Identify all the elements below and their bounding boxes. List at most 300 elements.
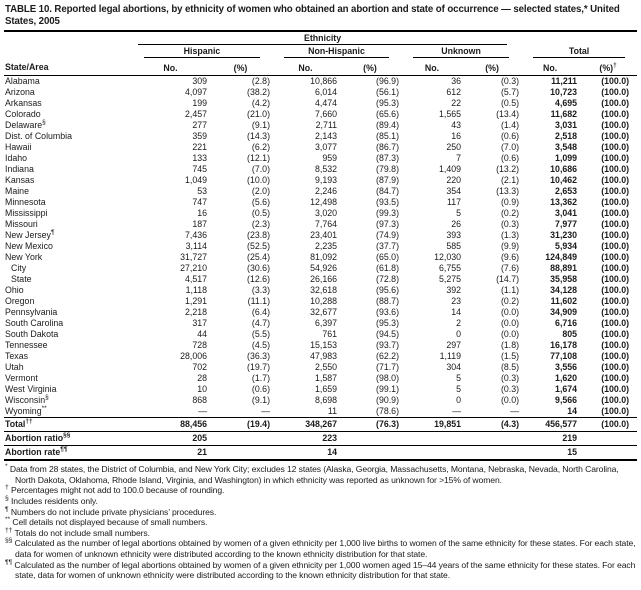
cell-nonhispanic-pct: (95.3) [376, 318, 399, 329]
cell-nonhispanic-pct: (87.9) [376, 175, 399, 186]
cell-nonhispanic-pct: (84.7) [376, 186, 399, 197]
table-header [4, 31, 637, 76]
cell-total-pct: (100.0) [601, 384, 630, 395]
subheader-nonhispanic-pct: (%) [339, 58, 401, 76]
row-label: New York [5, 252, 43, 263]
cell-hispanic-pct: (14.3) [247, 131, 270, 142]
cell-unknown-pct: (14.7) [496, 274, 520, 285]
row-label: Vermont [5, 373, 38, 384]
cell-total-no: 2,518 [555, 131, 578, 142]
cell-total-no: 124,849 [545, 252, 578, 263]
subheader-hispanic-no: No. [132, 58, 209, 76]
cell-unknown-no: 5,275 [438, 274, 461, 285]
cell-nonhispanic-pct: (97.3) [376, 219, 399, 230]
row-label: South Dakota [5, 329, 59, 340]
cell-unknown-pct: (0.0) [500, 307, 520, 318]
cell-unknown-no [401, 446, 463, 461]
cell-total-no: 34,128 [550, 285, 578, 296]
cell-nonhispanic-pct: (99.1) [376, 384, 399, 395]
footnote-marker: ¶ [5, 505, 9, 513]
cell-nonhispanic-no: 959 [322, 153, 337, 164]
row-label: Abortion ratio§§ [4, 432, 132, 446]
cell-total-pct: (100.0) [601, 307, 630, 318]
cell-hispanic-no: 868 [192, 395, 207, 406]
footnote-marker: ¶¶ [60, 446, 68, 454]
cell-nonhispanic-no: 23,401 [310, 230, 337, 241]
summary-row [4, 432, 637, 446]
cell-hispanic-pct: (12.1) [247, 153, 270, 164]
cell-nonhispanic-pct: (71.7) [376, 362, 399, 373]
cell-nonhispanic-no: 2,550 [314, 362, 337, 373]
table-row [4, 318, 637, 329]
cell-nonhispanic-no: 223 [272, 432, 339, 446]
cell-unknown-no: 0 [456, 395, 461, 406]
cell-unknown-no: 220 [446, 175, 461, 186]
cell-unknown-no: 22 [451, 98, 461, 109]
cell-hispanic-no: — [198, 406, 207, 417]
footnote-marker: ** [41, 405, 47, 413]
cell-total-no: 10,723 [550, 87, 578, 98]
table-row [4, 175, 637, 186]
row-label: Texas [5, 351, 28, 362]
cell-hispanic-pct: (52.5) [247, 241, 270, 252]
cell-nonhispanic-no: 2,235 [314, 241, 337, 252]
subheader-total-no: No. [521, 58, 579, 76]
cell-hispanic-pct: (23.8) [247, 230, 270, 241]
cell-nonhispanic-pct: (98.0) [376, 373, 399, 384]
footnote-marker: * [5, 463, 8, 471]
column-header-state-area: State/Area [4, 31, 132, 76]
cell-nonhispanic-no: 54,926 [310, 263, 337, 274]
cell-nonhispanic-no: 2,711 [315, 120, 337, 131]
cell-hispanic-pct: (7.0) [251, 164, 270, 175]
table-row [4, 120, 637, 131]
cell-total-pct: (100.0) [601, 153, 630, 164]
subheader-unknown-pct: (%) [463, 58, 521, 76]
cell-hispanic-no: 2,218 [184, 307, 207, 318]
table-row [4, 98, 637, 109]
cell-hispanic-no: 4,517 [184, 274, 207, 285]
cell-unknown-pct: (0.2) [500, 208, 520, 219]
subheader-unknown-no: No. [401, 58, 463, 76]
footnote: * Data from 28 states, the District of Columbia, and New York City; excludes 12 states (Alaska, Georgia, Massachusetts, Montana, Nebraska, Nevada, North Carolina, North Dakota, Oklahoma, Rhode Island, Virginia, and Washington) in which ethnicity was reported as unknown for >15% of women. [5, 463, 619, 485]
cell-hispanic-no: 21 [132, 446, 209, 461]
cell-nonhispanic-pct: (87.3) [376, 153, 399, 164]
cell-hispanic-no: 199 [192, 98, 207, 109]
table-row [4, 340, 637, 351]
cell-total-pct: (100.0) [601, 362, 630, 373]
footnote-marker: § [5, 495, 9, 503]
cell-hispanic-no: 133 [192, 153, 207, 164]
cell-unknown-pct: (1.3) [500, 230, 520, 241]
row-label: Maine [5, 186, 29, 197]
cell-nonhispanic-pct: (95.6) [376, 285, 399, 296]
cell-unknown-pct: (0.6) [500, 153, 520, 164]
cell-unknown-pct: (0.0) [500, 318, 520, 329]
dagger-footnote-marker: † [613, 62, 617, 70]
cell-unknown-pct: (0.3) [500, 76, 520, 87]
row-label: Ohio [5, 285, 24, 296]
cell-nonhispanic-pct: (88.7) [376, 296, 399, 307]
cell-unknown-pct: (0.3) [500, 373, 520, 384]
table-row [4, 208, 637, 219]
row-label: Minnesota [5, 197, 46, 208]
table-row [4, 230, 637, 241]
footnote: ¶ Numbers do not include private physicians’ procedures. [5, 505, 217, 517]
cell-unknown-no: 5 [456, 373, 461, 384]
cell-nonhispanic-no: 6,397 [314, 318, 337, 329]
cell-unknown-pct: (4.3) [463, 418, 521, 432]
cell-total-no: 10,686 [550, 164, 578, 175]
cell-unknown-no: 23 [451, 296, 461, 307]
cell-nonhispanic-no: 8,698 [314, 395, 337, 406]
cell-nonhispanic-pct: (93.6) [376, 307, 399, 318]
row-label: South Carolina [5, 318, 64, 329]
cell-total-pct: (100.0) [601, 351, 630, 362]
cell-total-no: 16,178 [550, 340, 578, 351]
cell-nonhispanic-no: 15,153 [310, 340, 337, 351]
row-label: Kansas [5, 175, 35, 186]
cell-hispanic-no: 702 [192, 362, 207, 373]
cell-unknown-pct: (13.3) [496, 186, 520, 197]
table-row [4, 142, 637, 153]
cell-unknown-pct: — [510, 406, 520, 417]
cell-hispanic-no: 1,291 [184, 296, 207, 307]
cell-total-pct: (100.0) [601, 76, 630, 87]
table-row [4, 153, 637, 164]
table-row [4, 296, 637, 307]
group-header-total: Total [521, 45, 637, 58]
cell-hispanic-no: 205 [132, 432, 209, 446]
row-label: Utah [5, 362, 24, 373]
cell-hispanic-pct: (21.0) [247, 109, 270, 120]
cell-unknown-no: 14 [451, 307, 461, 318]
cell-nonhispanic-no: 2,143 [314, 131, 337, 142]
cell-unknown-no: 5 [456, 208, 461, 219]
cell-hispanic-no: 27,210 [180, 263, 207, 274]
cell-unknown-pct: (1.4) [500, 120, 520, 131]
cell-hispanic-no: 1,049 [184, 175, 207, 186]
cell-unknown-pct: (0.0) [500, 395, 520, 406]
cell-unknown-no: 393 [446, 230, 461, 241]
subheader-nonhispanic-no: No. [272, 58, 339, 76]
cell-unknown-no: 297 [446, 340, 461, 351]
cell-unknown-pct: (1.5) [500, 351, 520, 362]
table-row [4, 241, 637, 252]
cell-hispanic-no: 359 [192, 131, 207, 142]
row-label: Idaho [5, 153, 28, 164]
cell-total-pct: (100.0) [601, 395, 630, 406]
table-row [4, 406, 637, 418]
cell-unknown-pct: (5.7) [500, 87, 520, 98]
cell-unknown-pct: (0.9) [500, 197, 520, 208]
cell-nonhispanic-pct: (78.6) [376, 406, 399, 417]
row-label: Missouri [5, 219, 38, 230]
row-label: Alabama [5, 76, 40, 87]
cell-hispanic-pct: (2.8) [251, 76, 270, 87]
cell-nonhispanic-no: 7,660 [314, 109, 337, 120]
footnote-marker: § [45, 394, 49, 402]
cell-unknown-no: 36 [451, 76, 461, 87]
cell-total-no: 805 [562, 329, 578, 340]
subheader-total-pct: (%)† [579, 58, 637, 76]
row-label: West Virginia [5, 384, 57, 395]
cell-total-no: 11,682 [550, 109, 578, 120]
cell-total-no: 10,462 [550, 175, 578, 186]
footnote-marker: † [5, 484, 9, 492]
cell-unknown-pct: (1.8) [500, 340, 520, 351]
footnote: ** Cell details not displayed because of small numbers. [5, 516, 208, 528]
cell-hispanic-pct: (9.1) [251, 120, 270, 131]
cell-unknown-pct: (8.5) [500, 362, 520, 373]
abortions-by-ethnicity-table [4, 30, 637, 461]
cell-hispanic-pct: (19.4) [209, 418, 272, 432]
cell-unknown-pct: (13.4) [496, 109, 520, 120]
footnote-marker: ¶ [50, 229, 55, 237]
cell-hispanic-no: 3,114 [185, 241, 207, 252]
cell-total-no: 34,909 [550, 307, 578, 318]
table-row [4, 186, 637, 197]
group-header-hispanic: Hispanic [132, 45, 272, 58]
cell-nonhispanic-no: 348,267 [272, 418, 339, 432]
table-row [4, 351, 637, 362]
cell-hispanic-no: 88,456 [132, 418, 209, 432]
cell-total-no: 9,566 [555, 395, 578, 406]
cell-hispanic-no: 28,006 [180, 351, 207, 362]
cell-hispanic-pct: (4.2) [251, 98, 270, 109]
cell-unknown-pct: (1.1) [500, 285, 520, 296]
table-row [4, 76, 637, 88]
row-label: Pennsylvania [5, 307, 58, 318]
cell-unknown-pct: (13.2) [496, 164, 520, 175]
table-row [4, 307, 637, 318]
cell-total-pct: (100.0) [601, 87, 630, 98]
cell-nonhispanic-pct: (76.3) [339, 418, 401, 432]
cell-total-no: 11,211 [551, 76, 578, 87]
cell-unknown-pct: (7.6) [500, 263, 520, 274]
cell-hispanic-pct: (4.5) [251, 340, 270, 351]
cell-total-pct: (100.0) [601, 406, 630, 417]
row-label: Arizona [5, 87, 35, 98]
cell-total-pct: (100.0) [601, 208, 630, 219]
cell-total-no: 4,695 [555, 98, 578, 109]
row-label: Delaware§ [5, 119, 46, 131]
cell-total-no: 1,674 [555, 384, 578, 395]
cell-nonhispanic-pct: (90.9) [376, 395, 399, 406]
cell-total-no: 456,577 [521, 418, 579, 432]
cell-total-pct: (100.0) [601, 296, 630, 307]
cell-unknown-no [401, 432, 463, 446]
cell-nonhispanic-no: 4,474 [314, 98, 337, 109]
cell-total-no: 1,099 [555, 153, 578, 164]
cell-unknown-no: 0 [456, 329, 461, 340]
table-row [4, 285, 637, 296]
table-row [4, 197, 637, 208]
footnote-marker: § [42, 119, 46, 127]
cell-hispanic-pct: (6.2) [251, 142, 270, 153]
footnote-marker: †† [25, 418, 33, 426]
cell-total-no: 1,620 [555, 373, 578, 384]
cell-hispanic-pct: (36.3) [247, 351, 270, 362]
row-label: Colorado [5, 109, 41, 120]
cell-total-pct: (100.0) [601, 230, 630, 241]
table-row [4, 263, 637, 274]
cell-hispanic-pct: (0.6) [251, 384, 270, 395]
cell-hispanic-no: 277 [192, 120, 207, 131]
cell-total-no: 2,653 [555, 186, 578, 197]
cell-total-pct: (100.0) [601, 340, 630, 351]
cell-unknown-no: 19,851 [401, 418, 463, 432]
cell-hispanic-pct: (4.7) [251, 318, 270, 329]
cell-total-no: 6,716 [555, 318, 578, 329]
cell-hispanic-pct: (2.3) [251, 219, 270, 230]
cell-nonhispanic-no: 8,532 [314, 164, 337, 175]
cell-unknown-no: 5 [456, 384, 461, 395]
cell-hispanic-no: 10 [197, 384, 207, 395]
cell-unknown-pct: (9.6) [500, 252, 520, 263]
cell-unknown-no: 16 [451, 131, 461, 142]
cell-total-no: 3,031 [555, 120, 578, 131]
table-row [4, 252, 637, 263]
cell-hispanic-pct: (5.6) [251, 197, 270, 208]
row-label: Dist. of Columbia [5, 131, 72, 142]
row-label: Wisconsin§ [5, 394, 49, 406]
cell-total-pct [579, 432, 637, 446]
cell-total-no: 13,362 [550, 197, 578, 208]
cell-unknown-no: 26 [451, 219, 461, 230]
cell-unknown-no: — [452, 406, 461, 417]
cell-total-pct: (100.0) [601, 186, 630, 197]
cell-hispanic-no: 187 [192, 219, 207, 230]
cell-nonhispanic-no: 6,014 [314, 87, 337, 98]
cell-total-pct: (100.0) [579, 418, 637, 432]
cell-unknown-no: 1,119 [439, 351, 461, 362]
row-label: Abortion rate¶¶ [4, 446, 132, 461]
row-label: New Mexico [5, 241, 53, 252]
cell-hispanic-pct: (11.1) [247, 296, 270, 307]
cell-hispanic-pct: (3.3) [251, 285, 270, 296]
cell-nonhispanic-pct: (99.3) [376, 208, 399, 219]
cell-unknown-no: 612 [446, 87, 461, 98]
cell-nonhispanic-pct: (85.1) [376, 131, 399, 142]
cell-unknown-pct: (0.2) [500, 296, 520, 307]
row-label: Total†† [4, 418, 132, 432]
cell-nonhispanic-pct: (89.4) [376, 120, 399, 131]
cell-total-no: 3,041 [555, 208, 578, 219]
cell-unknown-pct: (0.6) [500, 131, 520, 142]
cell-total-pct: (100.0) [601, 241, 630, 252]
cell-hispanic-no: 16 [197, 208, 207, 219]
cell-hispanic-no: 4,097 [184, 87, 207, 98]
cell-total-pct: (100.0) [601, 274, 630, 285]
summary-row [4, 446, 637, 461]
cell-hispanic-no: 53 [197, 186, 207, 197]
cell-total-no: 219 [521, 432, 579, 446]
cell-unknown-pct: (0.3) [500, 384, 520, 395]
cell-nonhispanic-no: 47,983 [310, 351, 337, 362]
row-label: Wyoming** [5, 405, 47, 417]
cell-unknown-pct: (0.3) [500, 219, 520, 230]
cell-nonhispanic-pct: (79.8) [376, 164, 399, 175]
table-row [4, 373, 637, 384]
cell-unknown-pct: (0.5) [500, 98, 520, 109]
cell-total-pct: (100.0) [601, 263, 630, 274]
footnote: §§ Calculated as the number of legal abortions obtained by women of a given ethnicity per 1,000 live births to women of the same ethnicity for these states. For each state, data for women of unknown ethnicity were distributed according to the known ethnicity distribution for that state. [5, 537, 636, 559]
cell-unknown-no: 7 [456, 153, 461, 164]
cell-hispanic-no: 747 [192, 197, 207, 208]
cell-hispanic-no: 221 [192, 142, 207, 153]
cell-unknown-pct: (7.0) [500, 142, 520, 153]
summary-row [4, 418, 637, 432]
row-label: Arkansas [5, 98, 42, 109]
cell-unknown-no: 585 [446, 241, 461, 252]
cell-hispanic-no: 728 [192, 340, 207, 351]
cell-total-no: 5,934 [555, 241, 578, 252]
group-header-non-hispanic: Non-Hispanic [272, 45, 401, 58]
cell-unknown-no: 6,755 [438, 263, 461, 274]
cell-nonhispanic-pct: (56.1) [376, 87, 399, 98]
cell-total-pct: (100.0) [601, 142, 630, 153]
cell-hispanic-no: 44 [197, 329, 207, 340]
row-label: New Jersey¶ [5, 229, 55, 241]
cell-nonhispanic-no: 3,077 [314, 142, 337, 153]
cell-nonhispanic-no: 14 [272, 446, 339, 461]
spanner-spacer [521, 31, 637, 45]
cell-unknown-no: 392 [446, 285, 461, 296]
cell-hispanic-pct: (0.5) [251, 208, 270, 219]
table-row [4, 87, 637, 98]
cell-unknown-pct [463, 432, 521, 446]
cell-hispanic-pct: (5.5) [251, 329, 270, 340]
cell-hispanic-pct: (30.6) [247, 263, 270, 274]
cell-total-pct: (100.0) [601, 120, 630, 131]
cell-total-pct: (100.0) [601, 373, 630, 384]
cell-hispanic-pct: (6.4) [251, 307, 270, 318]
row-label: Mississippi [5, 208, 48, 219]
cell-nonhispanic-no: 81,092 [310, 252, 337, 263]
cell-nonhispanic-no: 32,618 [310, 285, 337, 296]
cell-nonhispanic-pct: (62.2) [376, 351, 399, 362]
cell-total-no: 35,958 [550, 274, 578, 285]
cell-nonhispanic-no: 11 [327, 406, 337, 417]
row-label: Indiana [5, 164, 34, 175]
cell-hispanic-pct: (10.0) [247, 175, 270, 186]
cell-total-no: 11,602 [550, 296, 578, 307]
table-row [4, 164, 637, 175]
ethnicity-spanner [132, 31, 521, 45]
table-row [4, 395, 637, 406]
cell-nonhispanic-pct: (65.0) [376, 252, 399, 263]
cell-total-no: 77,108 [550, 351, 578, 362]
footnote-marker: †† [5, 526, 13, 534]
cell-unknown-pct: (2.1) [500, 175, 520, 186]
cell-hispanic-no: 28 [197, 373, 207, 384]
cell-hispanic-pct: (38.2) [247, 87, 270, 98]
cell-nonhispanic-pct: (61.8) [376, 263, 399, 274]
cell-unknown-no: 117 [446, 197, 461, 208]
cell-unknown-pct [463, 446, 521, 461]
cell-hispanic-pct: (2.0) [251, 186, 270, 197]
cell-hispanic-no: 317 [192, 318, 207, 329]
cell-unknown-no: 304 [446, 362, 461, 373]
cell-total-no: 14 [567, 406, 578, 417]
table-row [4, 131, 637, 142]
cell-total-pct: (100.0) [601, 109, 630, 120]
cell-total-pct: (100.0) [601, 285, 630, 296]
ethnicity-spanner-label: Ethnicity [138, 33, 507, 45]
table-row [4, 219, 637, 230]
cell-total-pct: (100.0) [601, 175, 630, 186]
